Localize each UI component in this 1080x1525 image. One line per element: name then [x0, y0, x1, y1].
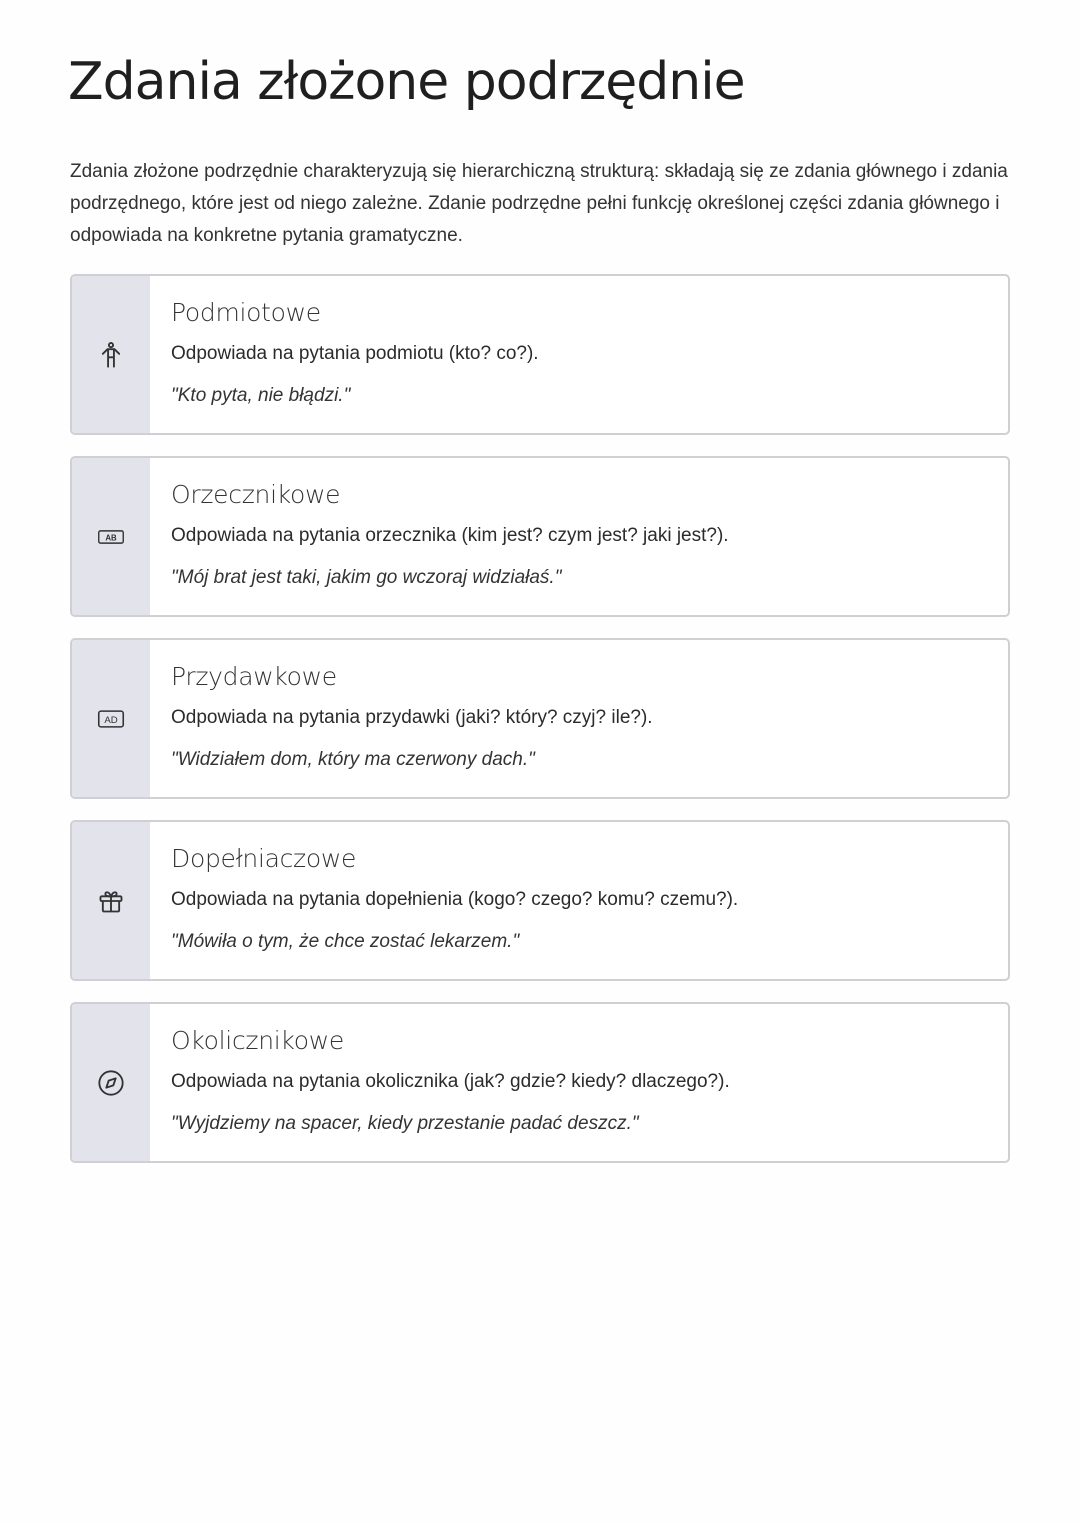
card-orzecznikowe [70, 456, 1010, 617]
card-example: "Kto pyta, nie błądzi." [171, 385, 351, 406]
svg-text:AB: AB [105, 533, 117, 542]
card-description: Odpowiada na pytania dopełnienia (kogo? czego? komu? czemu?). [171, 889, 739, 910]
card-podmiotowe [70, 274, 1010, 435]
svg-text:AD: AD [104, 714, 118, 726]
ad-badge-icon [97, 705, 125, 733]
card-title: Orzecznikowe [171, 480, 341, 509]
card-example: "Widziałem dom, który ma czerwony dach." [171, 749, 535, 770]
ab-badge-icon [97, 523, 125, 551]
card-dopelniaczowe [70, 820, 1010, 981]
person-icon [97, 341, 125, 369]
card-okolicznikowe [70, 1002, 1010, 1163]
page-title: Zdania złożone podrzędnie [68, 52, 745, 112]
card-title: Podmiotowe [171, 298, 321, 327]
gift-icon [97, 887, 125, 915]
card-example: "Mój brat jest taki, jakim go wczoraj widziałaś." [171, 567, 562, 588]
card-description: Odpowiada na pytania orzecznika (kim jest? czym jest? jaki jest?). [171, 525, 729, 546]
card-title: Okolicznikowe [171, 1026, 344, 1055]
card-title: Przydawkowe [171, 662, 337, 691]
card-example: "Wyjdziemy na spacer, kiedy przestanie padać deszcz." [171, 1113, 639, 1134]
card-description: Odpowiada na pytania przydawki (jaki? który? czyj? ile?). [171, 707, 653, 728]
card-description: Odpowiada na pytania podmiotu (kto? co?). [171, 343, 539, 364]
card-title: Dopełniaczowe [171, 844, 357, 873]
card-example: "Mówiła o tym, że chce zostać lekarzem." [171, 931, 520, 952]
compass-icon [97, 1069, 125, 1097]
intro-paragraph: Zdania złożone podrzędnie charakteryzują się hierarchiczną strukturą: składają się ze zdania głównego i zdania podrzędnego, które jest od niego zależne. Zdanie podrzędne pełni funkcję określonej części zdania głównego i odpowiada na konkretne pytania gramatyczne. [70, 161, 1008, 246]
card-description: Odpowiada na pytania okolicznika (jak? gdzie? kiedy? dlaczego?). [171, 1071, 730, 1092]
card-przydawkowe [70, 638, 1010, 799]
